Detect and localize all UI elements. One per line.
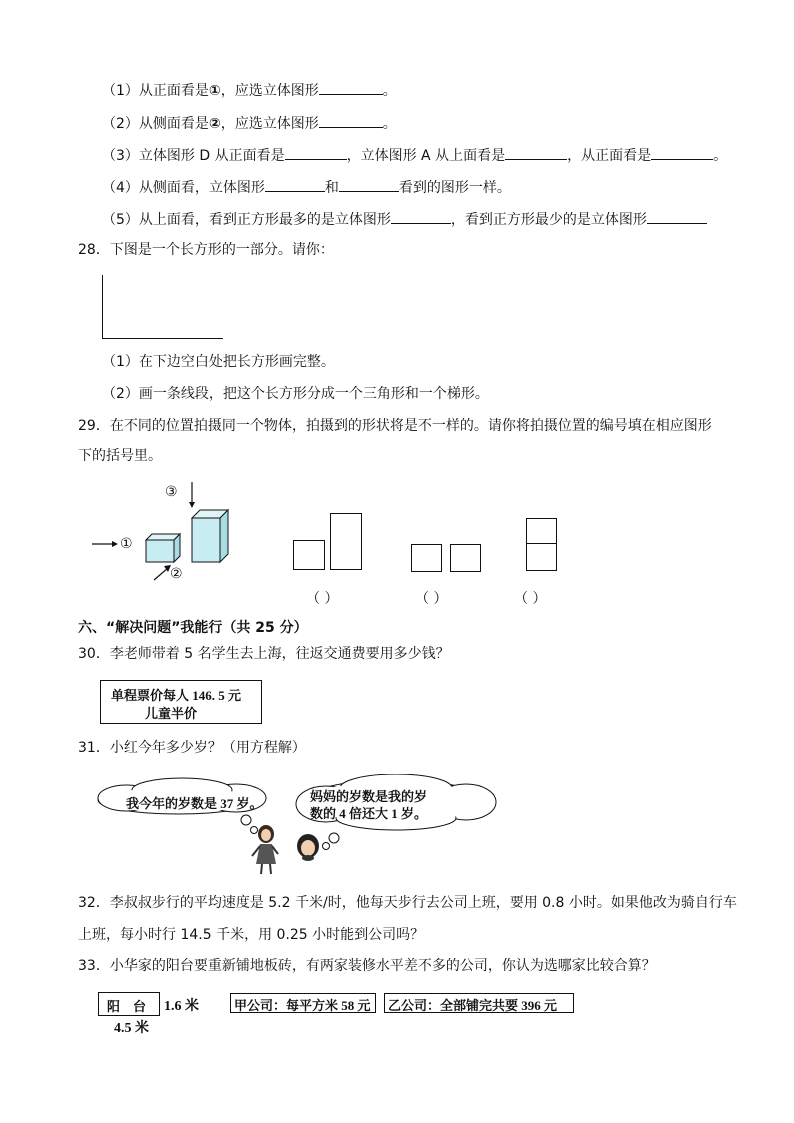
q30-text: 30．李老师带着 5 名学生去上海，往返交通费要用多少钱？: [78, 646, 450, 662]
q27-line-4: （4）从侧面看，立体图形 和 看到的图形一样。: [102, 177, 511, 198]
girl-figure: [252, 825, 278, 874]
answer-blank[interactable]: [391, 209, 451, 224]
q32-line-2: 上班，每小时行 14.5 千米，用 0.25 小时能到公司吗？: [78, 927, 425, 943]
view-shape-square: [450, 544, 481, 572]
q27-line-3: （3）立体图形 D 从正面看是 ，立体图形 A 从上面看是 ，从正面看是 。: [102, 145, 727, 166]
small-cuboid: [146, 534, 180, 562]
marker-2: ②: [170, 566, 183, 582]
ticket-price-text: 单程票价每人 146. 5 元: [111, 688, 242, 703]
answer-blank[interactable]: [647, 209, 707, 224]
people-illustration: [250, 824, 330, 876]
view-shape-square-bottom: [526, 543, 557, 571]
section-heading: 六、“解决问题”我能行（共 25 分）: [78, 620, 308, 636]
company-a-box: [230, 993, 376, 1013]
ticket-price-box: [100, 680, 262, 724]
view-shape-tall-rect: [330, 513, 362, 570]
circled-1: ①: [208, 83, 221, 99]
balcony-width: 1.6 米: [164, 999, 199, 1014]
answer-paren-3[interactable]: （ ）: [514, 591, 547, 607]
balcony-rectangle: [98, 992, 160, 1016]
company-b-text: 乙公司：全部铺完共要 396 元: [388, 998, 558, 1013]
balcony-label: 阳 台: [107, 999, 147, 1014]
bubble-mom-text-1: 妈妈的岁数是我的岁: [310, 789, 428, 804]
q27-line-1: （1）从正面看是①，应选立体图形 。: [102, 80, 397, 101]
answer-blank[interactable]: [319, 113, 383, 128]
answer-blank[interactable]: [285, 145, 347, 160]
q31-text: 31．小红今年多少岁？（用方程解）: [78, 740, 306, 756]
q29-line-1: 29．在不同的位置拍摄同一个物体，拍摄到的形状将是不一样的。请你将拍摄位置的编号填在相应图形: [78, 418, 712, 434]
q28-title: 28．下图是一个长方形的一部分。请你：: [78, 242, 334, 258]
q28-step-1: （1）在下边空白处把长方形画完整。: [102, 354, 335, 370]
q32-line-1: 32．李叔叔步行的平均速度是 5.2 千米/时，他每天步行去公司上班，要用 0.8 小时。如果他改为骑自行车: [78, 895, 737, 911]
tall-cuboid: [192, 510, 228, 562]
child-discount-text: 儿童半价: [145, 706, 198, 721]
q27-line-5: （5）从上面看，看到正方形最多的是立体图形 ，看到正方形最少的是立体图形: [102, 209, 707, 230]
bubble-mom-text-2: 数的 4 倍还大 1 岁。: [310, 806, 428, 821]
q27-line-2: （2）从侧面看是②，应选立体图形 。: [102, 113, 397, 134]
q28-step-2: （2）画一条线段，把这个长方形分成一个三角形和一个梯形。: [102, 386, 489, 402]
mother-figure: [297, 834, 319, 861]
answer-blank[interactable]: [505, 145, 567, 160]
view-shape-square: [293, 540, 325, 570]
circled-2: ②: [208, 116, 221, 132]
company-a-text: 甲公司：每平方米 58 元: [234, 998, 371, 1013]
arrow-side: [154, 568, 168, 580]
q29-line-2: 下的括号里。: [78, 448, 162, 464]
answer-paren-2[interactable]: （ ）: [415, 591, 448, 607]
balcony-length: 4.5 米: [114, 1021, 149, 1036]
marker-3: ③: [165, 484, 178, 500]
view-shape-square: [411, 544, 442, 572]
q33-text: 33．小华家的阳台要重新铺地板砖，有两家装修水平差不多的公司，你认为选哪家比较合算？: [78, 958, 656, 974]
answer-blank[interactable]: [651, 145, 713, 160]
company-b-box: [384, 993, 574, 1013]
marker-1: ①: [120, 536, 133, 552]
partial-rectangle: [102, 275, 223, 339]
answer-blank[interactable]: [319, 80, 383, 95]
answer-blank[interactable]: [265, 177, 325, 192]
answer-blank[interactable]: [339, 177, 399, 192]
bubble-girl-text: 我今年的岁数是 37 岁。: [126, 796, 263, 811]
view-shape-square-top: [526, 518, 557, 544]
answer-paren-1[interactable]: （ ）: [306, 591, 339, 607]
